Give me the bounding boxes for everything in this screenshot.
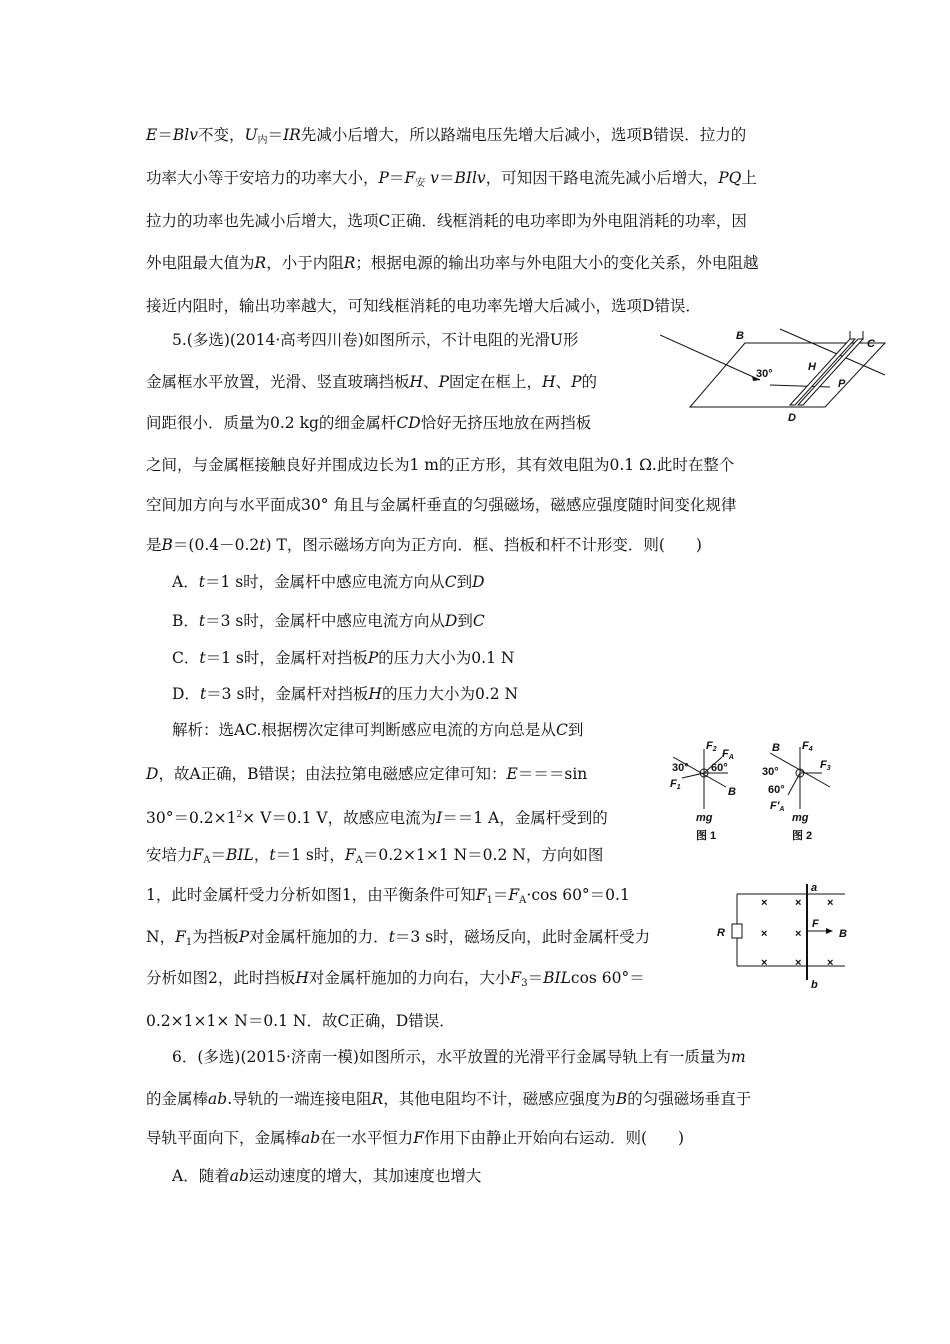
- text-run: U: [244, 126, 258, 144]
- text-run: ；根据电源的输出功率与外电阻大小的变化关系，外电阻越: [355, 254, 759, 272]
- field-cross: ×: [795, 928, 802, 940]
- text-run: C: [444, 573, 457, 591]
- text-run: F: [344, 846, 356, 864]
- text-run: 安培力: [146, 846, 193, 864]
- text-run: 不变，: [197, 126, 245, 144]
- text-run: 导轨平面向下，金属棒: [146, 1129, 302, 1147]
- text-run: 、: [423, 373, 439, 391]
- text-run: 1: [486, 895, 493, 906]
- text-run: C: [472, 612, 485, 630]
- text-run: R: [343, 254, 356, 272]
- label-angle: 30°: [756, 368, 773, 380]
- label-fa: FA: [722, 748, 734, 761]
- text-run: E: [146, 126, 158, 144]
- text-run: ＝3 s时，磁场反向，此时金属杆受力: [394, 928, 651, 946]
- text-run: 之间，与金属框接触良好并围成边长为1 m的正方形，其有效电阻为0.1 Ω.此时在整个: [146, 456, 735, 474]
- text-line: [146, 168, 757, 194]
- text-run: P: [367, 649, 379, 667]
- text-line: [146, 1011, 455, 1031]
- label-r: R: [717, 927, 725, 939]
- figure-1-force-diagram: [668, 735, 748, 845]
- label-h: H: [808, 361, 816, 373]
- text-run: 、: [555, 373, 572, 391]
- text-line: [146, 253, 758, 273]
- text-run: ＝: [267, 126, 284, 144]
- label-b: B: [736, 330, 744, 342]
- label-b-field: B: [839, 928, 847, 940]
- text-line: [146, 296, 701, 316]
- caption-fig2: 图 2: [792, 830, 813, 842]
- field-cross: ×: [827, 897, 834, 909]
- text-run: A: [203, 855, 211, 866]
- text-run: C．: [172, 649, 200, 667]
- text-run: 拉力的功率也先减小后增大，选项C正确．线框消耗的电功率即为外电阻消耗的功率，因: [146, 212, 747, 230]
- caption-fig1: 图 1: [696, 830, 717, 842]
- label-b: B: [728, 786, 736, 798]
- text-run: 对金属杆施加的力．: [249, 928, 389, 946]
- text-run: C: [555, 721, 568, 739]
- text-run: 间距很小．质量为0.2 kg的细金属杆: [146, 414, 397, 432]
- figure-q6-rails: [715, 882, 855, 992]
- text-line: [146, 211, 747, 231]
- text-run: 外电阻最大值为: [146, 254, 255, 272]
- text-run: 在一水平恒力: [320, 1129, 414, 1147]
- text-run: 空间加方向与水平面成30° 角且与金属杆垂直的匀强磁场，磁感应强度随时间变化规律: [146, 496, 737, 514]
- field-cross: ×: [761, 957, 768, 969]
- text-run: IR: [283, 126, 301, 144]
- text-run: 先减小后增大，所以路端电压先增大后减小，选项B错误．拉力的: [300, 126, 747, 144]
- text-run: F: [413, 1129, 424, 1147]
- field-cross: ×: [795, 957, 802, 969]
- text-run: H: [368, 685, 382, 703]
- text-run: × V＝0.1 V，故感应电流为: [242, 809, 437, 827]
- text-run: 恰好无挤压地放在两挡板: [420, 414, 592, 432]
- label-mg: mg: [696, 812, 713, 824]
- text-line: [146, 885, 630, 911]
- text-run: 1: [185, 937, 193, 948]
- text-run: cos 60°＝: [570, 969, 645, 987]
- question-5-stem: [172, 330, 578, 350]
- text-run: 6．(多选)(2015·济南一模)如图所示，水平放置的光滑平行金属导轨上有一质量为: [172, 1048, 731, 1066]
- text-run: ＝＝＝sin: [517, 765, 588, 783]
- text-run: ab: [301, 1129, 321, 1147]
- text-run: ＝3 s时，金属杆中感应电流方向从: [205, 612, 445, 630]
- text-run: ＝＝1 A，金属杆受到的: [442, 809, 608, 827]
- text-run: H: [409, 373, 424, 391]
- text-run: t: [269, 846, 276, 864]
- text-run: E: [506, 765, 518, 783]
- text-run: 固定在框上，: [449, 373, 543, 391]
- text-run: 的匀强磁场垂直于: [627, 1090, 752, 1108]
- text-run: t: [199, 685, 207, 703]
- label-a: a: [811, 882, 818, 894]
- text-line: [146, 125, 746, 151]
- text-run: .导轨的一端连接电阻: [227, 1090, 372, 1108]
- field-cross: ×: [761, 897, 768, 909]
- text-run: 的压力大小为0.1 N: [378, 649, 515, 667]
- text-run: D: [146, 765, 159, 783]
- text-run: 的金属棒: [146, 1090, 209, 1108]
- text-run: v: [430, 169, 439, 187]
- frame-plate: [690, 343, 885, 407]
- text-run: ＝: [157, 126, 173, 144]
- text-run: A: [355, 855, 363, 866]
- text-run: ，其他电阻均不计，磁感应强度为: [383, 1090, 616, 1108]
- text-run: ，故A正确，B错误；由法拉第电磁感应定律可知：: [158, 765, 507, 783]
- text-run: 到: [457, 612, 473, 630]
- text-run: 内: [257, 135, 268, 146]
- text-run: 作用下由静止开始向右运动．则( ): [423, 1129, 685, 1147]
- text-run: 对金属杆施加的力向右，大小: [308, 969, 511, 987]
- text-run: P: [238, 928, 250, 946]
- text-run: t: [198, 612, 206, 630]
- text-run: B: [161, 536, 173, 554]
- text-run: 1，此时金属杆受力分析如图1，由平衡条件可知: [146, 886, 476, 904]
- text-line: [146, 764, 587, 784]
- text-run: 为挡板: [192, 928, 239, 946]
- text-run: 接近内阻时，输出功率越大，可知线框消耗的电功率先增大后减小，选项D错误．: [146, 297, 701, 315]
- text-run: D．: [172, 685, 200, 703]
- text-run: PQ: [718, 169, 742, 187]
- text-run: ＝1 s时，金属杆对挡板: [205, 649, 368, 667]
- text-run: P: [378, 169, 389, 187]
- text-run: BIlv: [454, 169, 486, 187]
- label-p: P: [838, 378, 846, 390]
- text-run: D: [444, 612, 458, 630]
- text-run: F: [175, 928, 186, 946]
- option-a: [172, 572, 485, 592]
- text-run: 30°＝0.2×1: [146, 809, 237, 827]
- text-run: 安: [415, 178, 426, 189]
- text-run: ＝0.2×1×1 N＝0.2 N，方向如图: [362, 846, 604, 864]
- text-run: A: [519, 895, 527, 906]
- label-f3: F3: [820, 759, 831, 772]
- text-run: B．: [172, 612, 199, 630]
- text-run: H: [295, 969, 309, 987]
- text-run: Blv: [172, 126, 198, 144]
- label-f: F: [812, 918, 819, 930]
- text-run: ＝: [527, 969, 544, 987]
- text-run: A．随着: [172, 1167, 230, 1185]
- text-run: 3: [521, 978, 528, 989]
- label-b: B: [772, 742, 780, 754]
- glass-plates: [790, 331, 863, 405]
- text-run: 2: [236, 810, 243, 820]
- text-run: ab: [229, 1167, 249, 1185]
- label-fa-prime: F′A: [770, 800, 785, 813]
- text-run: 金属框水平放置，光滑、竖直玻璃挡板: [146, 373, 410, 391]
- text-run: 上: [741, 169, 757, 187]
- text-run: F: [404, 169, 416, 187]
- option-c: [172, 648, 514, 668]
- text-line: [146, 495, 736, 515]
- text-run: ＝: [388, 169, 405, 187]
- text-run: I: [436, 809, 443, 827]
- text-run: B: [615, 1090, 628, 1108]
- text-run: 功率大小等于安培力的功率大小，: [146, 169, 379, 187]
- text-run: 是: [146, 536, 162, 554]
- label-30: 30°: [672, 762, 689, 774]
- text-run: 运动速度的增大，其加速度也增大: [248, 1167, 482, 1185]
- text-line: [146, 535, 702, 555]
- text-run: t: [198, 573, 205, 591]
- text-run: R: [254, 254, 267, 272]
- text-run: 的: [581, 373, 598, 391]
- text-run: P: [438, 373, 449, 391]
- option-a-q6: [172, 1166, 481, 1186]
- label-60: 60°: [768, 784, 785, 796]
- text-run: D: [472, 573, 485, 591]
- text-run: ＝1 s时，金属杆中感应电流方向从: [204, 573, 445, 591]
- solution-start: [172, 720, 583, 740]
- text-run: ＝3 s时，金属杆对挡板: [206, 685, 369, 703]
- label-mg: mg: [792, 812, 809, 824]
- text-run: 到: [456, 573, 473, 591]
- text-run: R: [371, 1090, 384, 1108]
- text-run: A．: [172, 573, 199, 591]
- option-d: [172, 684, 518, 704]
- text-run: P: [571, 373, 582, 391]
- question-6-stem: [172, 1047, 746, 1067]
- text-run: ab: [208, 1090, 228, 1108]
- text-run: t: [259, 536, 266, 554]
- text-run: F: [510, 969, 522, 987]
- text-run: 到: [567, 721, 584, 739]
- text-line: [146, 805, 608, 828]
- text-run: t: [388, 928, 395, 946]
- text-line: [146, 372, 597, 392]
- text-run: ) T，图示磁场方向为正方向．框、挡板和杆不计形变．则( ): [265, 536, 702, 554]
- label-d: D: [788, 412, 796, 424]
- text-line: [146, 455, 734, 475]
- text-run: ＝: [210, 846, 227, 864]
- label-f4: F4: [802, 740, 813, 753]
- text-run: 5.(多选)(2014·高考四川卷)如图所示，不计电阻的光滑U形: [172, 331, 579, 349]
- text-run: ，小于内阻: [266, 254, 344, 272]
- text-run: BIL: [226, 846, 254, 864]
- text-run: ＝(0.4－0.2: [172, 536, 260, 554]
- figure-q5-frame: [660, 325, 900, 425]
- label-30: 30°: [762, 766, 779, 778]
- text-run: 0.2×1×1× N＝0.1 N．故C正确，D错误．: [146, 1012, 455, 1030]
- text-run: ，可知因干路电流先减小后增大，: [485, 169, 719, 187]
- text-line: [146, 413, 591, 433]
- label-60: 60°: [711, 762, 728, 774]
- text-run: CD: [396, 414, 421, 432]
- text-run: 的压力大小为0.2 N: [381, 685, 519, 703]
- text-line: [146, 927, 650, 953]
- option-b: [172, 611, 485, 631]
- text-run: ＝: [492, 886, 509, 904]
- label-f2: F2: [706, 740, 717, 753]
- label-f1: F1: [670, 778, 681, 791]
- text-line: [146, 1128, 684, 1148]
- figure-2-force-diagram: [760, 735, 840, 845]
- text-run: ·cos 60°＝0.1: [526, 886, 630, 904]
- field-cross: ×: [827, 957, 834, 969]
- label-b: b: [811, 979, 818, 991]
- text-run: F: [192, 846, 204, 864]
- text-run: m: [730, 1048, 746, 1066]
- label-c: C: [867, 338, 875, 350]
- text-line: [146, 845, 603, 871]
- text-line: [146, 1089, 751, 1109]
- text-run: 解析：选AC.根据楞次定律可判断感应电流的方向总是从: [172, 721, 556, 739]
- field-cross: ×: [795, 897, 802, 909]
- text-run: H: [542, 373, 556, 391]
- text-run: F: [475, 886, 487, 904]
- text-run: N，: [146, 928, 176, 946]
- field-cross: ×: [761, 928, 768, 940]
- text-line: [146, 968, 645, 994]
- text-run: ＝: [438, 169, 455, 187]
- text-run: F: [508, 886, 520, 904]
- text-run: BIL: [543, 969, 571, 987]
- text-run: t: [199, 649, 206, 667]
- text-run: 分析如图2，此时挡板: [146, 969, 296, 987]
- text-run: ＝1 s时，: [275, 846, 345, 864]
- text-run: ，: [253, 846, 270, 864]
